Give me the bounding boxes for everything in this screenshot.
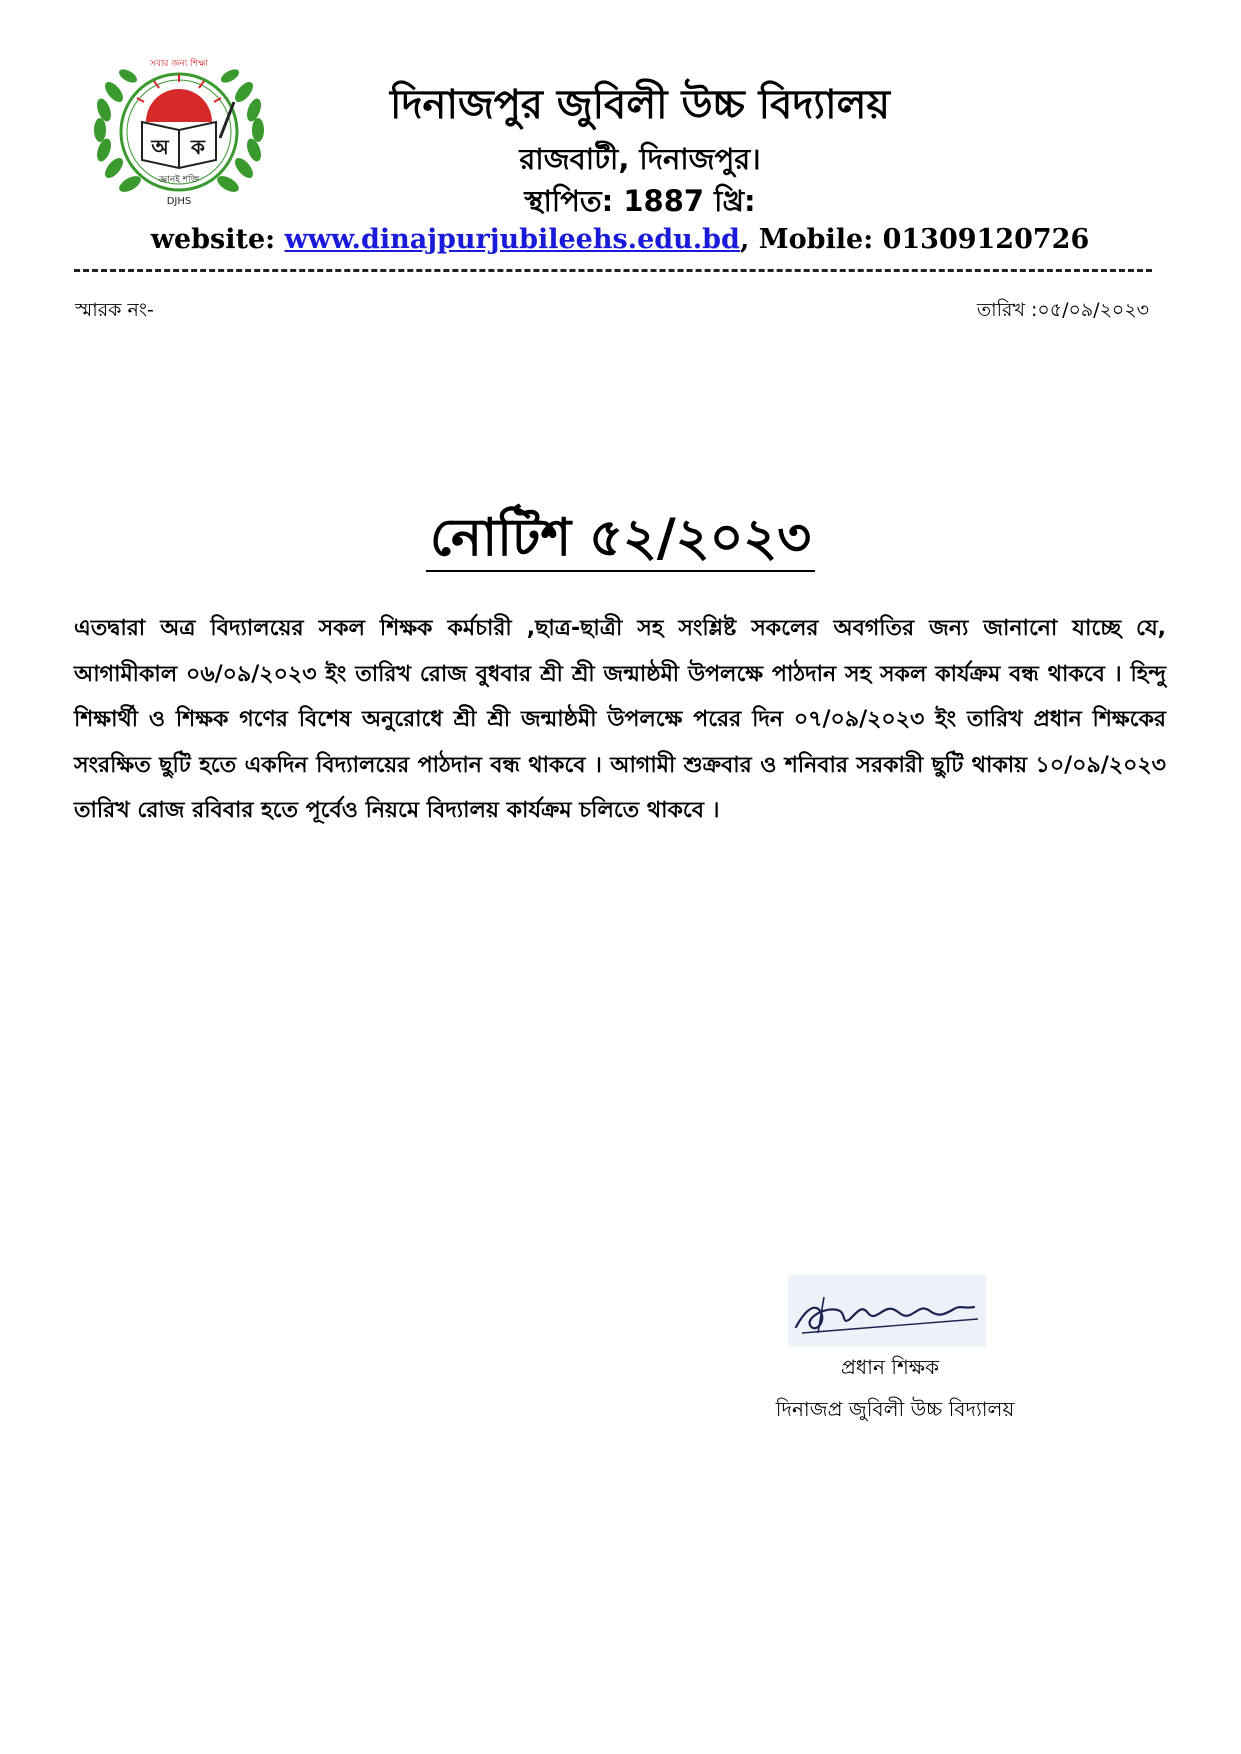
logo-letter-k: ক	[191, 135, 205, 159]
logo-bottom-text: জ্ঞানই শক্তি	[158, 175, 200, 185]
school-name: দিনাজপুর জুবিলী উচ্চ বিদ্যালয়	[390, 82, 890, 128]
signatory-school: দিনাজপ্র জুবিলী উচ্চ বিদ্যালয়	[775, 1397, 1015, 1421]
notice-date: তারিখ :০৫/০৯/২০২৩	[976, 299, 1149, 321]
mobile-number: 01309120726	[882, 224, 1090, 255]
memo-number: স্মারক নং-	[75, 299, 154, 321]
established-year: স্থাপিত: 1887 খ্রি:	[524, 184, 756, 218]
logo-letter-a: অ	[151, 135, 169, 159]
website-label: website:	[150, 224, 285, 255]
notice-body: এতদ্বারা অত্র বিদ্যালয়ের সকল শিক্ষক কর্মচারী ,ছাত্র-ছাত্রী সহ সংশ্লিষ্ট সকলের অবগতির জন্য জানানো যাচ্ছে যে, আগামীকাল ০৬/০৯/২০২৩ ইং তারিখ রোজ বুধবার শ্রী শ্রী জন্মাষ্ঠমী উপলক্ষে পাঠদান সহ সকল কার্যক্রম বন্ধ থাকবে । হিন্দু শিক্ষার্থী ও শিক্ষক গণের বিশেষ অনুরোধে শ্রী শ্রী জন্মাষ্ঠমী উপলক্ষে পরের দিন ০৭/০৯/২০২৩ ইং তারিখ প্রধান শিক্ষকের সংরক্ষিত ছুটি হতে একদিন বিদ্যালয়ের পাঠদান বন্ধ থাকবে । আগামী শুক্রবার ও শনিবার সরকারী ছুটি থাকায় ১০/০৯/২০২৩ তারিখ রোজ রবিবার হতে পূর্বেও নিয়মে বিদ্যালয় কার্যক্রম চলিতে থাকবে ।	[74, 616, 1166, 823]
school-logo-icon	[84, 52, 274, 212]
notice-title-text: নোটিশ ৫২/২০২৩	[426, 508, 815, 572]
signature-image	[788, 1275, 986, 1347]
school-address: রাজবাটী, দিনাজপুর।	[519, 142, 761, 176]
header-divider	[74, 269, 1152, 272]
logo-top-text: সবার জন্য শিক্ষা	[149, 59, 209, 69]
mobile-label: , Mobile:	[739, 224, 883, 255]
website-link[interactable]: www.dinajpurjubileehs.edu.bd	[284, 224, 740, 255]
contact-line	[60, 222, 1180, 258]
signatory-title: প্রধান শিক্ষক	[841, 1355, 939, 1379]
notice-title	[0, 505, 1241, 571]
logo-abbreviation: DJHS	[166, 196, 192, 207]
